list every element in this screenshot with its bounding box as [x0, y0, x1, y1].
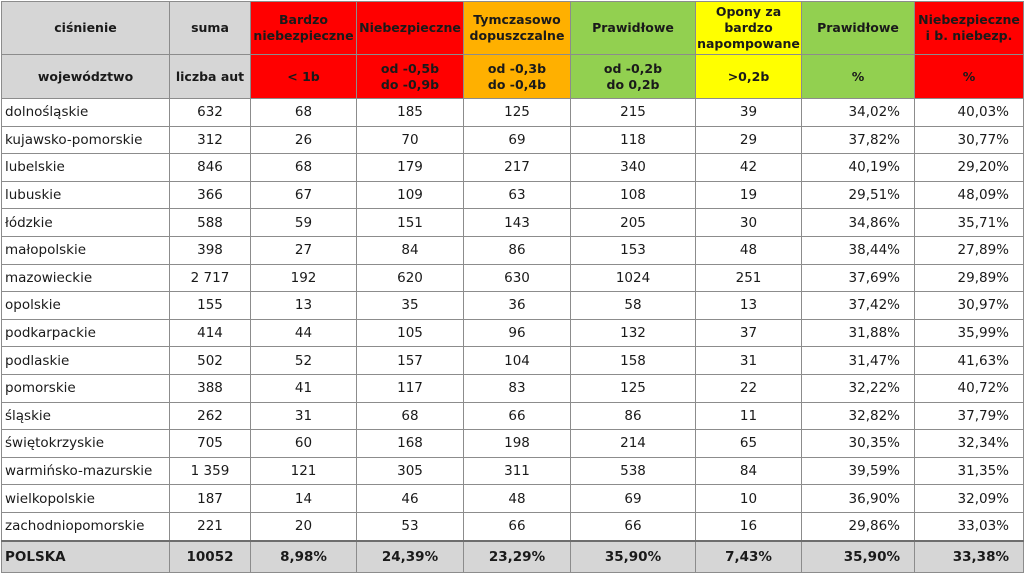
overinflated-count-cell: 39	[696, 99, 802, 127]
table-row	[2, 126, 1024, 154]
voivodeship-name-cell: śląskie	[2, 402, 170, 430]
dangerous-count-cell: 46	[357, 485, 464, 513]
correct-count-cell: 158	[571, 347, 696, 375]
dangerous-pct-cell: 29,20%	[915, 154, 1024, 182]
total-temporary-count-cell: 23,29%	[464, 541, 571, 573]
temporary-count-cell: 96	[464, 319, 571, 347]
very-dangerous-count-cell: 52	[251, 347, 357, 375]
table-row	[2, 264, 1024, 292]
voivodeship-name-cell: podkarpackie	[2, 319, 170, 347]
correct-count-cell: 125	[571, 374, 696, 402]
dangerous-pct-cell: 30,77%	[915, 126, 1024, 154]
table-row	[2, 430, 1024, 458]
overinflated-count-cell: 30	[696, 209, 802, 237]
temporary-count-cell: 66	[464, 512, 571, 540]
voivodeship-name-cell: kujawsko-pomorskie	[2, 126, 170, 154]
correct-pct-cell: 39,59%	[802, 457, 915, 485]
temporary-count-cell: 125	[464, 99, 571, 127]
dangerous-count-cell: 70	[357, 126, 464, 154]
table-row	[2, 154, 1024, 182]
dangerous-count-cell: 620	[357, 264, 464, 292]
voivodeship-name-cell: dolnośląskie	[2, 99, 170, 127]
correct-pct-cell: 34,86%	[802, 209, 915, 237]
dangerous-count-cell: 109	[357, 181, 464, 209]
table-row	[2, 236, 1024, 264]
table-row	[2, 99, 1024, 127]
car-count-cell: 705	[170, 430, 251, 458]
very-dangerous-count-cell: 59	[251, 209, 357, 237]
dangerous-pct-cell: 37,79%	[915, 402, 1024, 430]
dangerous-count-cell: 179	[357, 154, 464, 182]
very-dangerous-count-cell: 31	[251, 402, 357, 430]
dangerous-count-cell: 305	[357, 457, 464, 485]
very-dangerous-count-cell: 20	[251, 512, 357, 540]
very-dangerous-count-cell: 27	[251, 236, 357, 264]
table-row	[2, 181, 1024, 209]
total-overinflated-count-cell: 7,43%	[696, 541, 802, 573]
temporary-count-cell: 63	[464, 181, 571, 209]
voivodeship-name-cell: pomorskie	[2, 374, 170, 402]
temporary-count-cell: 143	[464, 209, 571, 237]
dangerous-count-cell: 68	[357, 402, 464, 430]
very-dangerous-count-cell: 26	[251, 126, 357, 154]
correct-count-cell: 118	[571, 126, 696, 154]
car-count-cell: 366	[170, 181, 251, 209]
correct-count-cell: 214	[571, 430, 696, 458]
temporary-count-cell: 69	[464, 126, 571, 154]
correct-pct-cell: 29,51%	[802, 181, 915, 209]
overinflated-count-cell: 251	[696, 264, 802, 292]
dangerous-pct-cell: 41,63%	[915, 347, 1024, 375]
very-dangerous-count-cell: 121	[251, 457, 357, 485]
car-count-cell: 187	[170, 485, 251, 513]
correct-pct-cell: 31,47%	[802, 347, 915, 375]
car-count-cell: 588	[170, 209, 251, 237]
temporary-count-cell: 104	[464, 347, 571, 375]
correct-pct-cell: 32,82%	[802, 402, 915, 430]
total-dangerous-count-cell: 24,39%	[357, 541, 464, 573]
car-count-cell: 2 717	[170, 264, 251, 292]
correct-count-cell: 215	[571, 99, 696, 127]
dangerous-pct-cell: 48,09%	[915, 181, 1024, 209]
car-count-cell: 221	[170, 512, 251, 540]
dangerous-pct-cell: 33,03%	[915, 512, 1024, 540]
voivodeship-name-cell: zachodniopomorskie	[2, 512, 170, 540]
overinflated-count-cell: 22	[696, 374, 802, 402]
correct-pct-cell: 32,22%	[802, 374, 915, 402]
correct-count-cell: 66	[571, 512, 696, 540]
correct-count-cell: 132	[571, 319, 696, 347]
correct-pct-cell: 30,35%	[802, 430, 915, 458]
table-row	[2, 347, 1024, 375]
correct-pct-cell: 38,44%	[802, 236, 915, 264]
dangerous-count-cell: 168	[357, 430, 464, 458]
very-dangerous-count-cell: 68	[251, 99, 357, 127]
header-dangerous-combined-pct: Niebezpieczne i b. niebezp.	[915, 2, 1024, 55]
total-voivodeship-name-cell: POLSKA	[2, 541, 170, 573]
correct-pct-cell: 37,42%	[802, 292, 915, 320]
very-dangerous-count-cell: 68	[251, 154, 357, 182]
header-row-ranges	[2, 55, 1024, 99]
voivodeship-name-cell: łódzkie	[2, 209, 170, 237]
very-dangerous-count-cell: 13	[251, 292, 357, 320]
correct-count-cell: 1024	[571, 264, 696, 292]
overinflated-count-cell: 31	[696, 347, 802, 375]
dangerous-pct-cell: 35,71%	[915, 209, 1024, 237]
temporary-count-cell: 48	[464, 485, 571, 513]
car-count-cell: 262	[170, 402, 251, 430]
car-count-cell: 502	[170, 347, 251, 375]
voivodeship-name-cell: wielkopolskie	[2, 485, 170, 513]
correct-count-cell: 153	[571, 236, 696, 264]
header-correct-pct: Prawidłowe	[802, 2, 915, 55]
overinflated-count-cell: 19	[696, 181, 802, 209]
correct-count-cell: 58	[571, 292, 696, 320]
header-car-count: liczba aut	[170, 55, 251, 99]
table-row	[2, 457, 1024, 485]
header-range-correct: od -0,2b do 0,2b	[571, 55, 696, 99]
correct-pct-cell: 36,90%	[802, 485, 915, 513]
header-unit-dangerous-pct: %	[915, 55, 1024, 99]
car-count-cell: 312	[170, 126, 251, 154]
dangerous-count-cell: 105	[357, 319, 464, 347]
table-row	[2, 209, 1024, 237]
car-count-cell: 388	[170, 374, 251, 402]
correct-pct-cell: 37,82%	[802, 126, 915, 154]
header-dangerous: Niebezpieczne	[357, 2, 464, 55]
header-temporarily-acceptable: Tymczasowo dopuszczalne	[464, 2, 571, 55]
car-count-cell: 398	[170, 236, 251, 264]
dangerous-pct-cell: 31,35%	[915, 457, 1024, 485]
total-very-dangerous-count-cell: 8,98%	[251, 541, 357, 573]
overinflated-count-cell: 48	[696, 236, 802, 264]
dangerous-pct-cell: 30,97%	[915, 292, 1024, 320]
correct-pct-cell: 31,88%	[802, 319, 915, 347]
overinflated-count-cell: 11	[696, 402, 802, 430]
header-pressure: ciśnienie	[2, 2, 170, 55]
temporary-count-cell: 198	[464, 430, 571, 458]
total-car-count-cell: 10052	[170, 541, 251, 573]
very-dangerous-count-cell: 41	[251, 374, 357, 402]
voivodeship-name-cell: małopolskie	[2, 236, 170, 264]
header-range-dangerous: od -0,5b do -0,9b	[357, 55, 464, 99]
dangerous-pct-cell: 40,03%	[915, 99, 1024, 127]
dangerous-pct-cell: 27,89%	[915, 236, 1024, 264]
dangerous-count-cell: 185	[357, 99, 464, 127]
dangerous-count-cell: 157	[357, 347, 464, 375]
overinflated-count-cell: 84	[696, 457, 802, 485]
temporary-count-cell: 311	[464, 457, 571, 485]
dangerous-count-cell: 151	[357, 209, 464, 237]
correct-count-cell: 108	[571, 181, 696, 209]
header-correct: Prawidłowe	[571, 2, 696, 55]
car-count-cell: 632	[170, 99, 251, 127]
very-dangerous-count-cell: 60	[251, 430, 357, 458]
header-sum: suma	[170, 2, 251, 55]
dangerous-pct-cell: 32,09%	[915, 485, 1024, 513]
correct-pct-cell: 34,02%	[802, 99, 915, 127]
total-correct-pct-cell: 35,90%	[802, 541, 915, 573]
table-row	[2, 292, 1024, 320]
dangerous-pct-cell: 35,99%	[915, 319, 1024, 347]
dangerous-count-cell: 84	[357, 236, 464, 264]
dangerous-count-cell: 117	[357, 374, 464, 402]
total-correct-count-cell: 35,90%	[571, 541, 696, 573]
correct-count-cell: 205	[571, 209, 696, 237]
header-range-very-dangerous: < 1b	[251, 55, 357, 99]
correct-pct-cell: 29,86%	[802, 512, 915, 540]
correct-count-cell: 86	[571, 402, 696, 430]
header-range-overinflated: >0,2b	[696, 55, 802, 99]
voivodeship-name-cell: świętokrzyskie	[2, 430, 170, 458]
table-row	[2, 485, 1024, 513]
temporary-count-cell: 630	[464, 264, 571, 292]
correct-pct-cell: 40,19%	[802, 154, 915, 182]
overinflated-count-cell: 16	[696, 512, 802, 540]
header-voivodeship: województwo	[2, 55, 170, 99]
car-count-cell: 414	[170, 319, 251, 347]
voivodeship-name-cell: podlaskie	[2, 347, 170, 375]
overinflated-count-cell: 13	[696, 292, 802, 320]
dangerous-pct-cell: 40,72%	[915, 374, 1024, 402]
overinflated-count-cell: 29	[696, 126, 802, 154]
very-dangerous-count-cell: 44	[251, 319, 357, 347]
header-range-temporary: od -0,3b do -0,4b	[464, 55, 571, 99]
overinflated-count-cell: 42	[696, 154, 802, 182]
total-row	[2, 541, 1024, 573]
correct-count-cell: 538	[571, 457, 696, 485]
table-row	[2, 512, 1024, 540]
table-row	[2, 402, 1024, 430]
header-unit-correct-pct: %	[802, 55, 915, 99]
car-count-cell: 155	[170, 292, 251, 320]
voivodeship-name-cell: lubuskie	[2, 181, 170, 209]
temporary-count-cell: 83	[464, 374, 571, 402]
total-dangerous-pct-cell: 33,38%	[915, 541, 1024, 573]
temporary-count-cell: 86	[464, 236, 571, 264]
dangerous-count-cell: 35	[357, 292, 464, 320]
voivodeship-name-cell: warmińsko-mazurskie	[2, 457, 170, 485]
dangerous-count-cell: 53	[357, 512, 464, 540]
car-count-cell: 846	[170, 154, 251, 182]
overinflated-count-cell: 37	[696, 319, 802, 347]
table-row	[2, 374, 1024, 402]
correct-count-cell: 69	[571, 485, 696, 513]
very-dangerous-count-cell: 67	[251, 181, 357, 209]
voivodeship-name-cell: opolskie	[2, 292, 170, 320]
table-row	[2, 319, 1024, 347]
voivodeship-name-cell: mazowieckie	[2, 264, 170, 292]
temporary-count-cell: 66	[464, 402, 571, 430]
overinflated-count-cell: 10	[696, 485, 802, 513]
car-count-cell: 1 359	[170, 457, 251, 485]
correct-count-cell: 340	[571, 154, 696, 182]
temporary-count-cell: 36	[464, 292, 571, 320]
very-dangerous-count-cell: 192	[251, 264, 357, 292]
voivodeship-name-cell: lubelskie	[2, 154, 170, 182]
header-row-categories	[2, 2, 1024, 55]
tire-pressure-table	[1, 1, 1024, 573]
very-dangerous-count-cell: 14	[251, 485, 357, 513]
header-overinflated: Opony za bardzo napompowane	[696, 2, 802, 55]
dangerous-pct-cell: 29,89%	[915, 264, 1024, 292]
header-very-dangerous: Bardzo niebezpieczne	[251, 2, 357, 55]
overinflated-count-cell: 65	[696, 430, 802, 458]
dangerous-pct-cell: 32,34%	[915, 430, 1024, 458]
correct-pct-cell: 37,69%	[802, 264, 915, 292]
temporary-count-cell: 217	[464, 154, 571, 182]
